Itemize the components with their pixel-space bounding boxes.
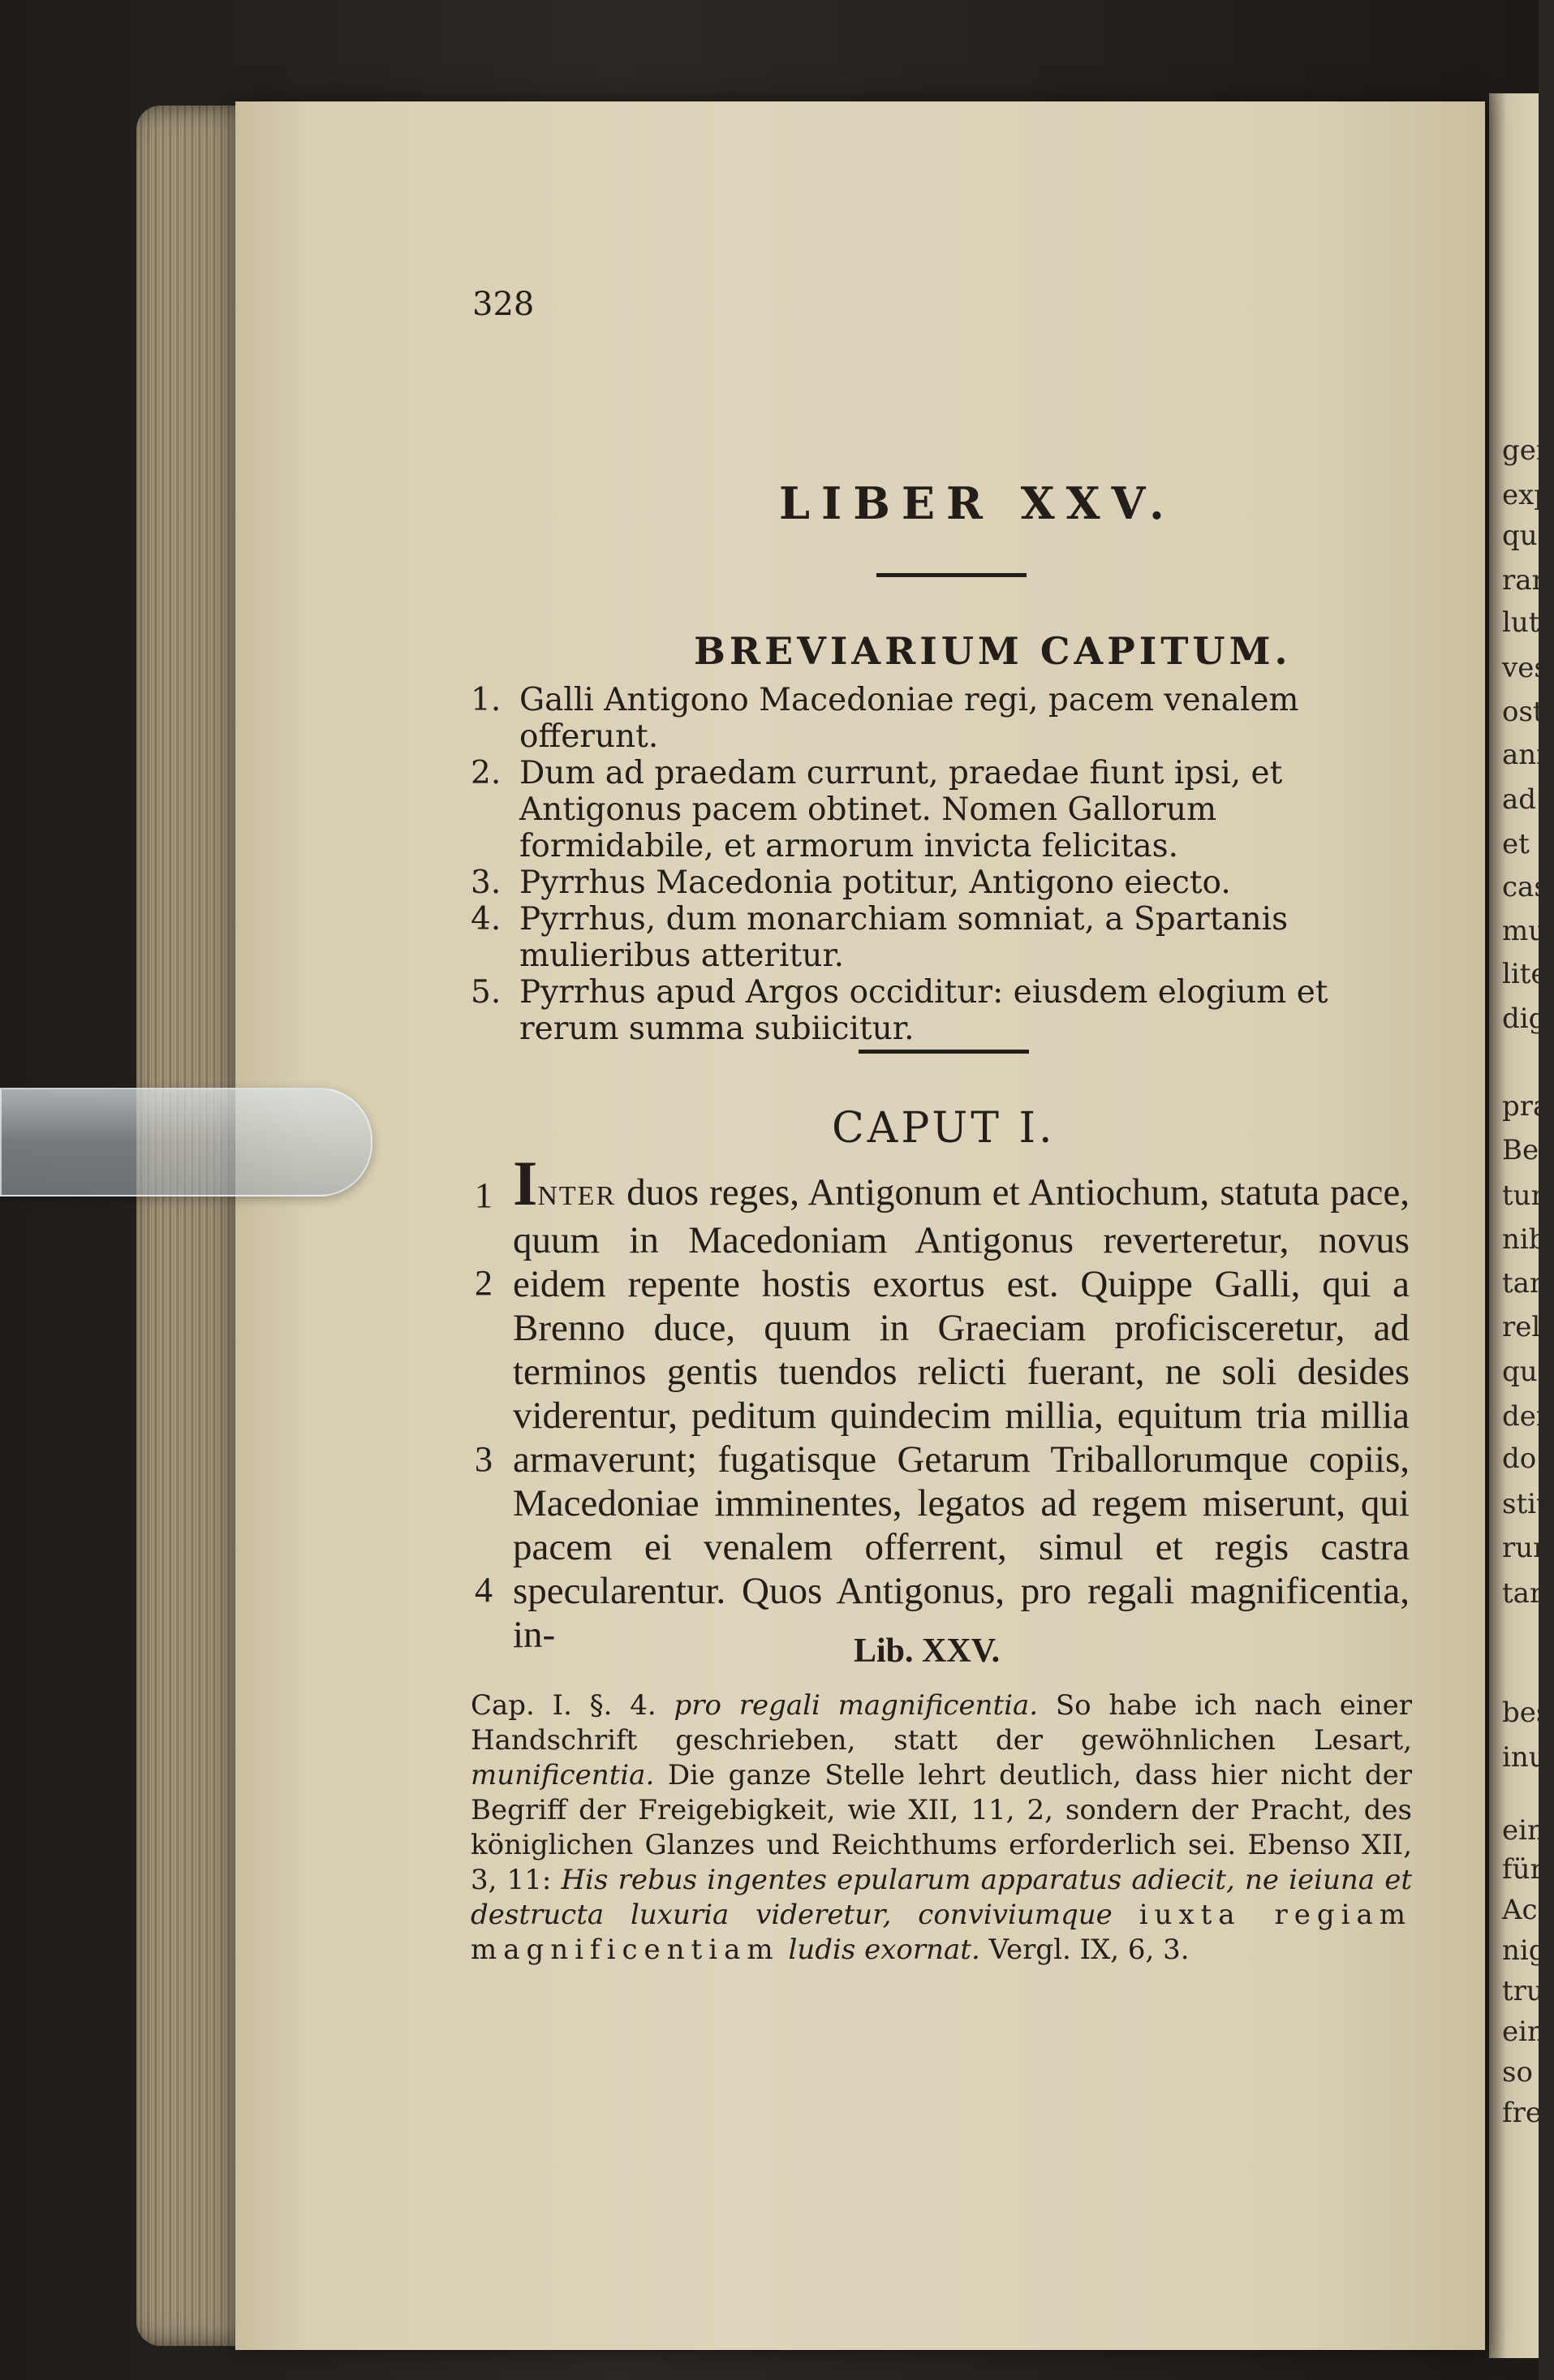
item-number: 1. [471,682,501,718]
facing-page-fragment: et i [1502,828,1548,860]
item-text: Pyrrhus apud Argos occiditur: eiusdem elogium et rerum summa subiicitur. [519,974,1328,1047]
facing-page-fragment: tan [1502,1267,1548,1300]
drop-cap: I [513,1148,538,1218]
breviarium-item [471,974,1412,1047]
facing-page-fragment: nib [1502,1223,1547,1256]
facing-page-fragment: tun [1502,1179,1549,1212]
facing-page-fragment: ein [1502,1814,1545,1847]
footnote-quote: His rebus ingentes epularum apparatus adiecit, ne ieiuna et destructa luxuria videretur, conviviumque [471,1864,1412,1931]
item-text: Pyrrhus, dum monarchiam somniat, a Spartanis mulieribus atteritur. [519,901,1289,974]
facing-page-fragment: bes [1502,1697,1551,1729]
facing-page-fragment: lite [1502,958,1548,990]
margin-number: 4 [475,1570,493,1610]
facing-page-fragment: que [1502,520,1554,552]
margin-number: 2 [475,1263,493,1303]
item-text: Galli Antigono Macedoniae regi, pacem venalem offerunt. [519,682,1299,755]
chapter-body: duos reges, Antigonum et Antiochum, statuta pace, quum in Macedoniam Antigonus reverteretur, novus eidem repente hostis exortus est. Quippe Galli, qui a Brenno duce, quum in Graeciam proficisceretur, ad terminos gentis tuendos relicti fuerant, ne soli desides viderentur, peditum quindecim millia, equitum tria millia armaverunt; fugatisque Getarum Triballorumque copiis, Macedoniae imminentes, legatos ad regem miserunt, qui pacem ei venalem offerrent, simul et regis castra specularentur. Quos Antigonus, pro regali magnificentia, in- [513,1171,1410,1656]
facing-page-fragment: Be [1502,1134,1539,1166]
facing-page-fragment: lut [1502,606,1540,639]
facing-page-fragment: ves [1502,652,1548,684]
footnote-lead: Cap. I. §. 4. [471,1689,656,1722]
footnote-ref: Vergl. IX, 6, 3. [979,1934,1190,1966]
facing-page-fragment: tar [1502,1577,1543,1610]
small-caps: NTER [537,1181,617,1211]
breviarium-heading: BREVIARIUM CAPITUM. [694,629,1292,673]
facing-page-fragment: cas [1502,871,1548,903]
item-text: Pyrrhus Macedonia potitur, Antigono eiecto. [519,864,1231,901]
facing-page-fragment: dig [1502,1002,1547,1035]
facing-page-fragment: ein [1502,2016,1545,2048]
item-number: 2. [471,755,501,791]
footnote-variant: munificentia. [471,1759,655,1791]
facing-page-fragment: pra [1502,1090,1550,1123]
facing-page-fragment: nig [1502,1934,1547,1967]
page-clip [0,1088,372,1196]
item-text: Dum ad praedam currunt, praedae fiunt ipsi, et Antigonus pacem obtinet. Nomen Gallorum formidabile, et armorum invicta felicitas. [519,755,1283,864]
facing-page-fragment: für [1502,1853,1543,1886]
footnote [471,1688,1412,1968]
breviarium-item [471,682,1412,755]
chapter-text [513,1148,1410,1657]
margin-number: 1 [475,1175,493,1215]
section-rule [859,1050,1029,1054]
margin-number: 3 [475,1439,493,1479]
facing-page-fragment: ani [1502,739,1546,771]
page-number: 328 [472,286,535,323]
facing-page-fragment: exp [1502,479,1552,511]
facing-page-fragment: Acc [1502,1894,1553,1926]
footnote-quote: ludis exornat. [788,1934,980,1966]
facing-page-fragment: ost [1502,696,1544,728]
facing-page-fragment: do [1502,1442,1537,1475]
book-title: LIBER XXV. [779,477,1176,529]
title-rule [876,573,1027,577]
footnote-lemma: pro regali magnificentia. [674,1689,1039,1722]
breviarium-item [471,901,1412,974]
footnote-spaced: iuxta regiam magnificentiam [471,1899,1412,1966]
facing-page-fragment: fre [1502,2097,1542,2129]
facing-page-fragment: ad [1502,783,1537,816]
facing-page-fragment: ger [1502,434,1550,467]
item-number: 3. [471,864,501,901]
footnote-text: So habe ich nach einer Handschrift geschrieben, statt der gewöhnlichen Lesart, [471,1689,1412,1757]
facing-page-fragment: rel [1502,1311,1541,1343]
facing-page-fragment: ran [1502,564,1550,597]
facing-page-fragment: run [1502,1532,1552,1564]
signature-mark: Lib. XXV. [854,1632,1001,1670]
facing-page-fragment: tru [1502,1975,1544,2007]
footnote-text: Die ganze Stelle lehrt deutlich, dass hier nicht der Begriff der Freigebigkeit, wie XII, 11, 2, sondern der Pracht, des königlichen Glanzes und Reichthums erforderlich sei. Ebenso XII, 3, 11: [471,1759,1412,1896]
breviarium-item [471,864,1412,901]
facing-page-fragment: der [1502,1400,1550,1433]
facing-page-fragment: mu [1502,915,1547,947]
breviarium-list [471,682,1412,1047]
facing-page-fragment: que [1502,1356,1554,1388]
item-number: 4. [471,901,501,938]
facing-page-fragment: inu [1502,1741,1547,1774]
chapter-heading: CAPUT I. [832,1104,1056,1153]
facing-page-fragment: stit [1502,1488,1548,1520]
item-number: 5. [471,974,501,1011]
breviarium-item [471,755,1412,864]
facing-page [1489,93,1554,2358]
facing-page-fragment: so [1502,2056,1533,2089]
